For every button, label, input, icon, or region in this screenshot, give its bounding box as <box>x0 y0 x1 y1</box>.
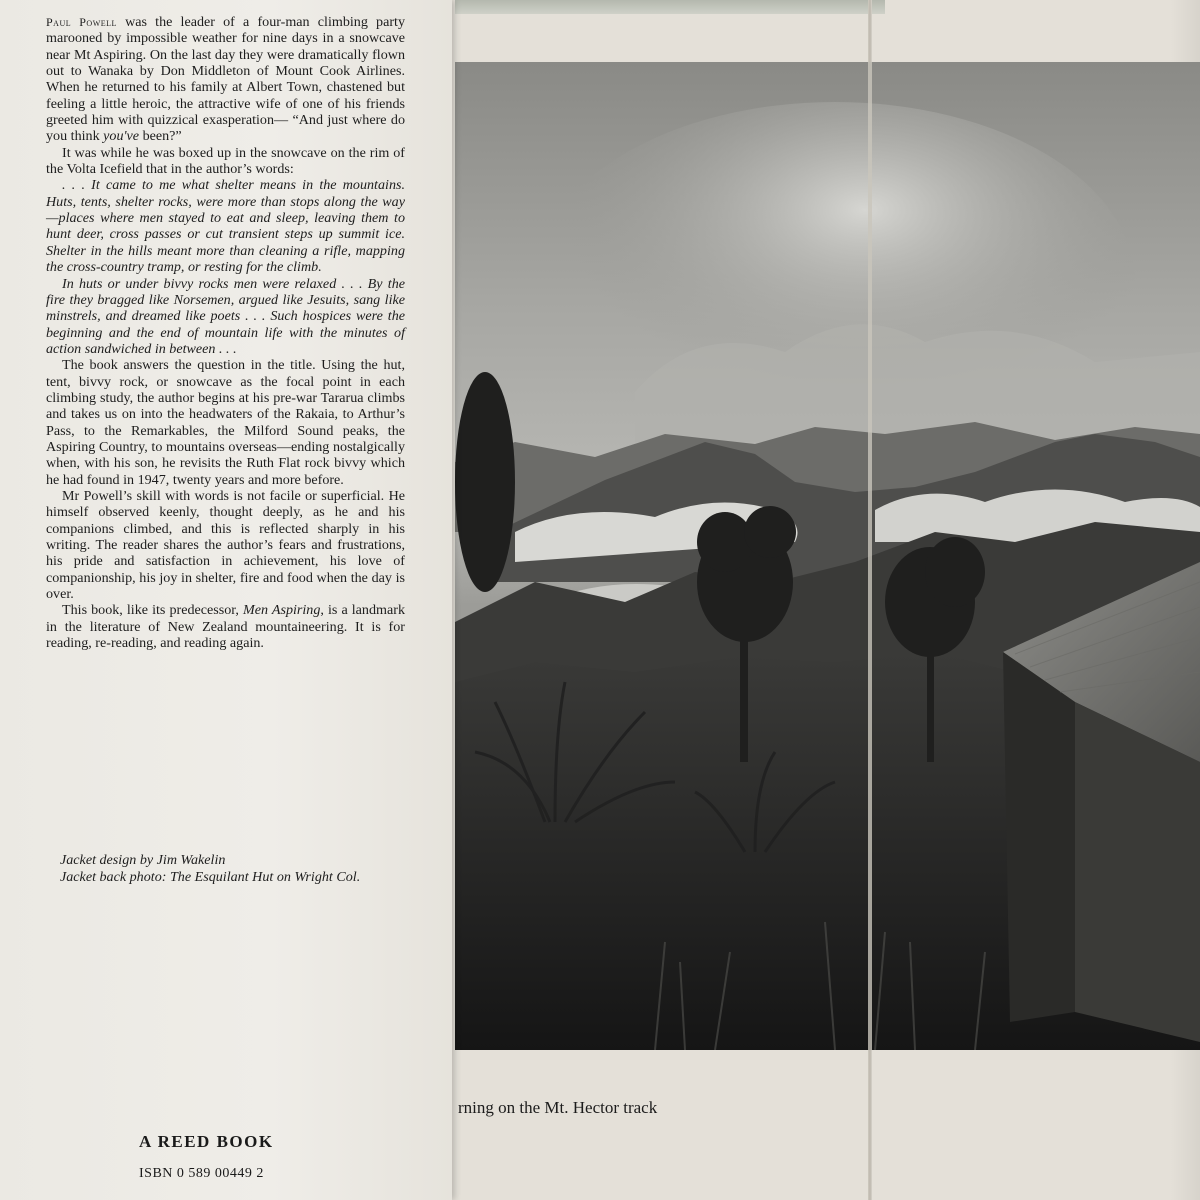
blurb-p1-end: been?” <box>139 128 182 145</box>
blurb-p5-end: , is a landmark in the literature of New Zealand mountaineering. It is for reading, re-reading, and reading again. <box>46 602 405 652</box>
isbn: ISBN 0 589 00449 2 <box>139 1166 264 1181</box>
mountain-photo <box>455 62 1200 1050</box>
blurb-p1-text: was the leader of a four-man climbing party marooned by impossible weather for nine days in a snowcave near Mt Aspiring. On the last day they were dramatically flown out to Wanaka by Don Middleton of Mount Cook Airlines. When he returned to his family at Albert Town, chastened but feeling a little heroic, the attractive wife of one of his friends greeted him with quizzical exasperation— “And just where do you think <box>46 14 405 145</box>
photo-caption: rning on the Mt. Hector track <box>458 1098 658 1117</box>
author-name: Paul Powell <box>46 15 117 29</box>
publisher-mark: A REED BOOK <box>139 1132 274 1151</box>
blurb-quote-1: . . . It came to me what shelter means in the mountains. Huts, tents, shelter rocks, were more than stops along the way—places where men stayed to eat and sleep, leaving them to hunt deer, cross passes or cut transient steps up summit ice. Shelter in the hills meant more than cleaning a rifle, mapping the cross-country tramp, or resting for the climb. <box>46 177 405 276</box>
blurb-paragraph-2: It was while he was boxed up in the snowcave on the rim of the Volta Icefield that in the author’s words: <box>46 144 405 178</box>
jacket-credits <box>60 852 410 886</box>
blurb-paragraph-5 <box>46 602 405 651</box>
book-title-men-aspiring: Men Aspiring <box>243 602 321 619</box>
blurb-paragraph-3: The book answers the question in the title. Using the hut, tent, bivvy rock, or snowcave as the focal point in each climbing study, the author begins at his pre-war Tararua climbs and takes us on into the headwaters of the Rakaia, to Arthur’s Pass, to the Remarkables, the Milford Sound peaks, the Aspiring Country, to mountains overseas—ending nostalgically when, with his son, he revisits the Ruth Flat rock bivvy which he had found in 1947, twenty years and more before. <box>46 357 405 488</box>
jacket-flap <box>0 0 452 1200</box>
blurb-paragraph-1 <box>46 14 405 145</box>
blurb-text <box>46 14 405 651</box>
cover-edge-strip <box>455 0 885 14</box>
blurb-p1-italic: you've <box>103 128 140 145</box>
blurb-p5-start: This book, like its predecessor, <box>62 602 243 619</box>
credit-design: Jacket design by Jim Wakelin <box>60 852 226 868</box>
blurb-paragraph-4: Mr Powell’s skill with words is not facile or superficial. He himself observed keenly, thought deeply, as he and his companions climbed, and this is reflected sharply in his writing. The reader shares the author’s fears and frustrations, his pride and satisfaction in achievement, his love of companionship, his joy in shelter, fire and food when the day is over. <box>46 487 405 603</box>
credit-photo: Jacket back photo: The Esquilant Hut on Wright Col. <box>60 869 361 885</box>
blurb-quote-2: In huts or under bivvy rocks men were relaxed . . . By the fire they bragged like Norsemen, argued like Jesuits, sang like minstrels, and dreamed like poets . . . Such hospices were the beginning and the end of mountain life with the minutes of action sandwiched in between . . . <box>46 275 405 357</box>
